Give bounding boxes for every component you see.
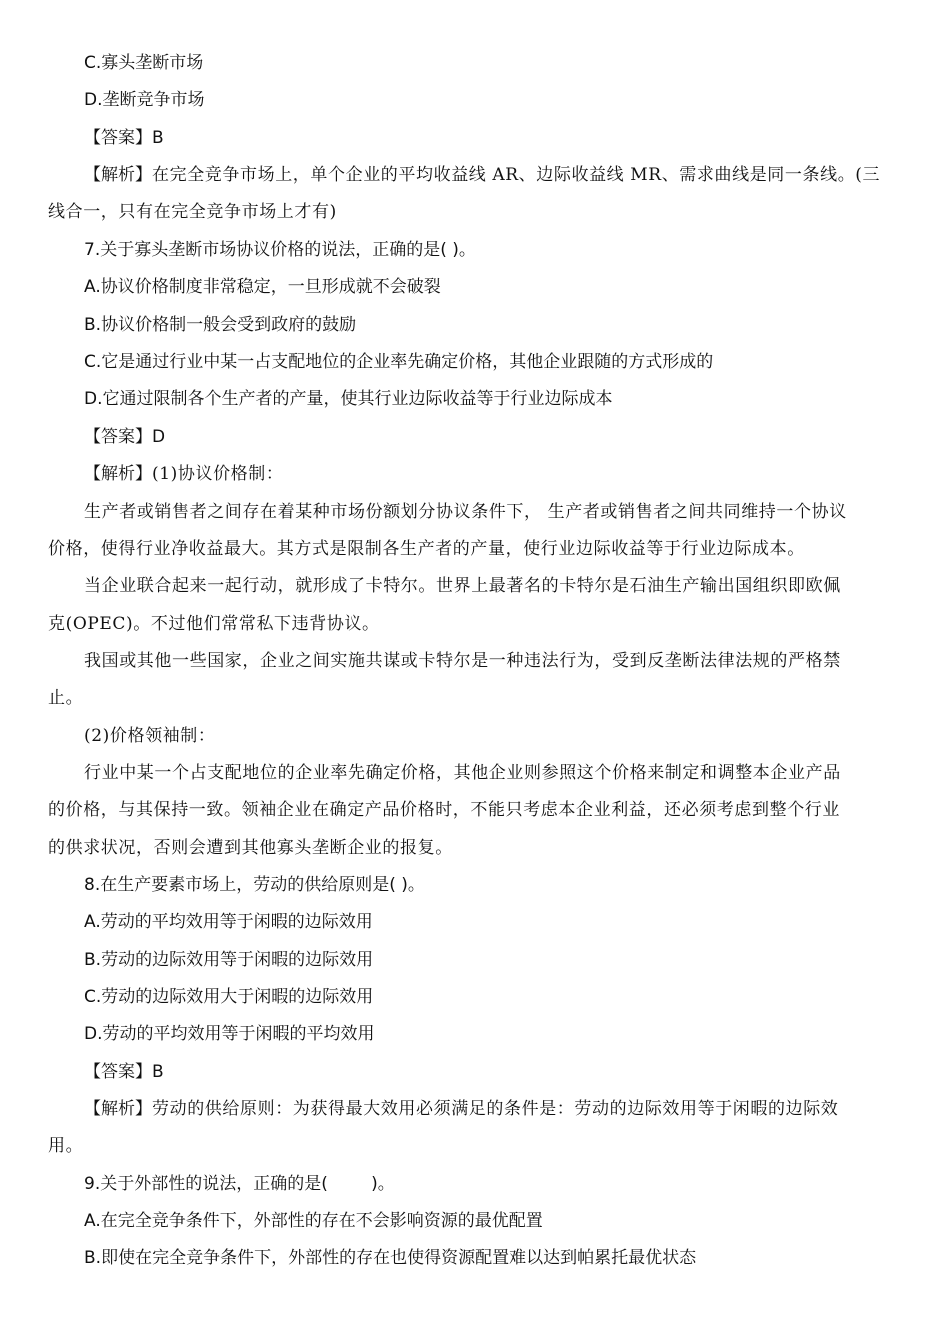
option-a-line: A.在完全竞争条件下，外部性的存在不会影响资源的最优配置: [84, 1211, 543, 1231]
option-a-line: A.协议价格制度非常稳定，一旦形成就不会破裂: [84, 277, 441, 297]
option-c-line: C.它是通过行业中某一占支配地位的企业率先确定价格，其他企业跟随的方式形成的: [84, 352, 714, 372]
explanation-line: [84, 164, 880, 186]
explanation-continued-line: 用。: [48, 1136, 84, 1156]
question-7-line: 7.关于寡头垄断市场协议价格的说法，正确的是( )。: [84, 240, 476, 260]
question-9-line: 9.关于外部性的说法，正确的是( )。: [84, 1174, 395, 1194]
explanation-subheading: (2)价格领袖制：: [84, 726, 216, 746]
explanation-text: 劳动的供给原则：为获得最大效用必须满足的条件是：劳动的边际效用等于闲暇的边际效: [152, 1099, 839, 1119]
answer-line: 【答案】B: [84, 1062, 164, 1082]
explanation-paragraph-line: 的供求状况，否则会遭到其他寡头垄断企业的报复。: [48, 838, 453, 858]
option-c-line: C.劳动的边际效用大于闲暇的边际效用: [84, 987, 374, 1007]
answer-line: 【答案】D: [84, 427, 166, 447]
option-a-line: A.劳动的平均效用等于闲暇的边际效用: [84, 912, 373, 932]
answer-line: 【答案】B: [84, 128, 164, 148]
explanation-paragraph-line: 当企业联合起来一起行动，就形成了卡特尔。世界上最著名的卡特尔是石油生产输出国组织即欧佩: [84, 576, 841, 596]
option-d-line: D.垄断竞争市场: [84, 90, 205, 110]
option-d-line: D.劳动的平均效用等于闲暇的平均效用: [84, 1024, 375, 1044]
option-b-line: B.劳动的边际效用等于闲暇的边际效用: [84, 950, 374, 970]
explanation-paragraph-line: 我国或其他一些国家，企业之间实施共谋或卡特尔是一种违法行为，受到反垄断法律法规的严格禁: [84, 651, 841, 671]
explanation-tag: 【解析】: [84, 464, 152, 484]
explanation-line: [84, 1098, 838, 1120]
explanation-continued-line: 线合一，只有在完全竞争市场上才有): [48, 202, 337, 222]
explanation-line: [84, 463, 283, 485]
option-b-line: B.即使在完全竞争条件下，外部性的存在也使得资源配置难以达到帕累托最优状态: [84, 1248, 697, 1268]
explanation-paragraph-line: 行业中某一个占支配地位的企业率先确定价格，其他企业则参照这个价格来制定和调整本企业产品: [84, 763, 841, 783]
option-d-line: D.它通过限制各个生产者的产量，使其行业边际收益等于行业边际成本: [84, 389, 613, 409]
explanation-paragraph-line: 生产者或销售者之间存在着某种市场份额划分协议条件下， 生产者或销售者之间共同维持一个协议: [84, 502, 847, 522]
explanation-paragraph-line: 克(OPEC)。不过他们常常私下违背协议。: [48, 614, 380, 634]
explanation-tag: 【解析】: [84, 1099, 152, 1119]
option-c-line: C.寡头垄断市场: [84, 53, 204, 73]
explanation-tag: 【解析】: [84, 165, 152, 185]
question-8-line: 8.在生产要素市场上，劳动的供给原则是( )。: [84, 875, 425, 895]
explanation-text: (1)协议价格制：: [152, 464, 284, 484]
explanation-paragraph-line: 价格，使得行业净收益最大。其方式是限制各生产者的产量，使行业边际收益等于行业边际成本。: [48, 539, 805, 559]
explanation-text: 在完全竞争市场上，单个企业的平均收益线 AR、边际收益线 MR、需求曲线是同一条线。(三: [152, 165, 881, 185]
option-b-line: B.协议价格制一般会受到政府的鼓励: [84, 315, 357, 335]
explanation-paragraph-line: 止。: [48, 688, 84, 708]
explanation-paragraph-line: 的价格，与其保持一致。领袖企业在确定产品价格时，不能只考虑本企业利益，还必须考虑到整个行业: [48, 800, 840, 820]
